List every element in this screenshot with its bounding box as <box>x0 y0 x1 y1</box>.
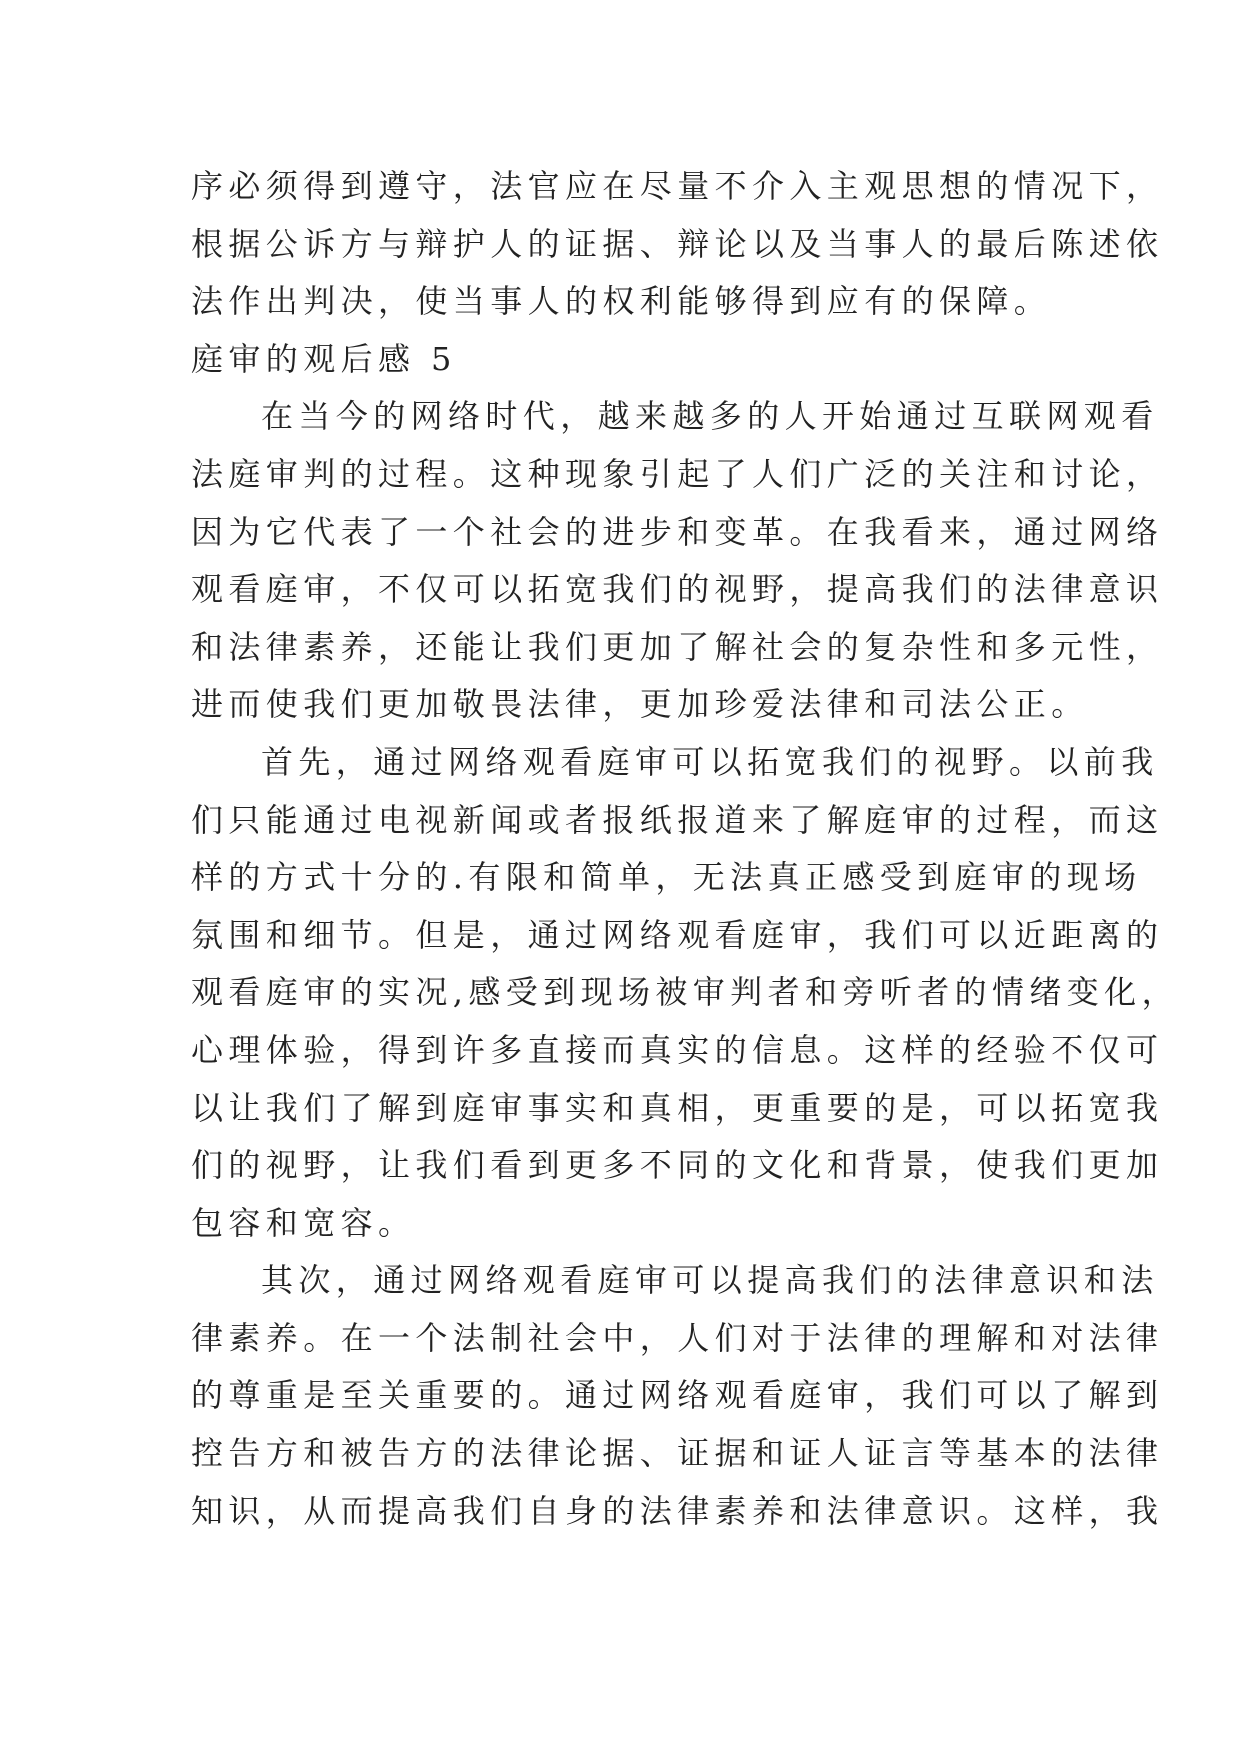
text-line: 进而使我们更加敬畏法律，更加珍爱法律和司法公正。 <box>191 685 1089 724</box>
text-line: 们的视野，让我们看到更多不同的文化和背景，使我们更加 <box>191 1146 1164 1185</box>
text-line: 观看庭审的实况,感受到现场被审判者和旁听者的情绪变化， <box>191 973 1179 1012</box>
text-line: 首先，通过网络观看庭审可以拓宽我们的视野。以前我 <box>261 742 1159 781</box>
text-line: 心理体验，得到许多直接而真实的信息。这样的经验不仅可 <box>191 1030 1164 1069</box>
text-line: 氛围和细节。但是，通过网络观看庭审，我们可以近距离的 <box>191 915 1164 954</box>
text-line: 观看庭审，不仅可以拓宽我们的视野，提高我们的法律意识 <box>191 570 1164 609</box>
text-line: 法作出判决，使当事人的权利能够得到应有的保障。 <box>191 282 1052 321</box>
text-line: 序必须得到遵守，法官应在尽量不介入主观思想的情况下， <box>191 167 1164 205</box>
text-line: 因为它代表了一个社会的进步和变革。在我看来，通过网络 <box>191 512 1164 551</box>
text-line: 在当今的网络时代，越来越多的人开始通过互联网观看 <box>261 397 1159 436</box>
text-line: 和法律素养，还能让我们更加了解社会的复杂性和多元性， <box>191 627 1164 666</box>
text-line: 们只能通过电视新闻或者报纸报道来了解庭审的过程，而这 <box>191 800 1164 839</box>
document-page <box>191 158 1179 1540</box>
section-heading: 庭审的观后感 5 <box>191 339 457 378</box>
text-line: 样的方式十分的.有限和简单，无法真正感受到庭审的现场 <box>191 858 1142 897</box>
text-line: 的尊重是至关重要的。通过网络观看庭审，我们可以了解到 <box>191 1376 1164 1415</box>
text-line: 法庭审判的过程。这种现象引起了人们广泛的关注和讨论， <box>191 454 1164 493</box>
text-line: 律素养。在一个法制社会中，人们对于法律的理解和对法律 <box>191 1318 1164 1357</box>
text-line: 其次，通过网络观看庭审可以提高我们的法律意识和法 <box>261 1261 1159 1300</box>
text-line: 根据公诉方与辩护人的证据、辩论以及当事人的最后陈述依 <box>191 224 1164 263</box>
text-line: 包容和宽容。 <box>191 1203 416 1242</box>
text-line: 以让我们了解到庭审事实和真相，更重要的是，可以拓宽我 <box>191 1088 1164 1127</box>
text-line: 控告方和被告方的法律论据、证据和证人证言等基本的法律 <box>191 1434 1164 1473</box>
text-line: 知识，从而提高我们自身的法律素养和法律意识。这样，我 <box>191 1491 1164 1530</box>
